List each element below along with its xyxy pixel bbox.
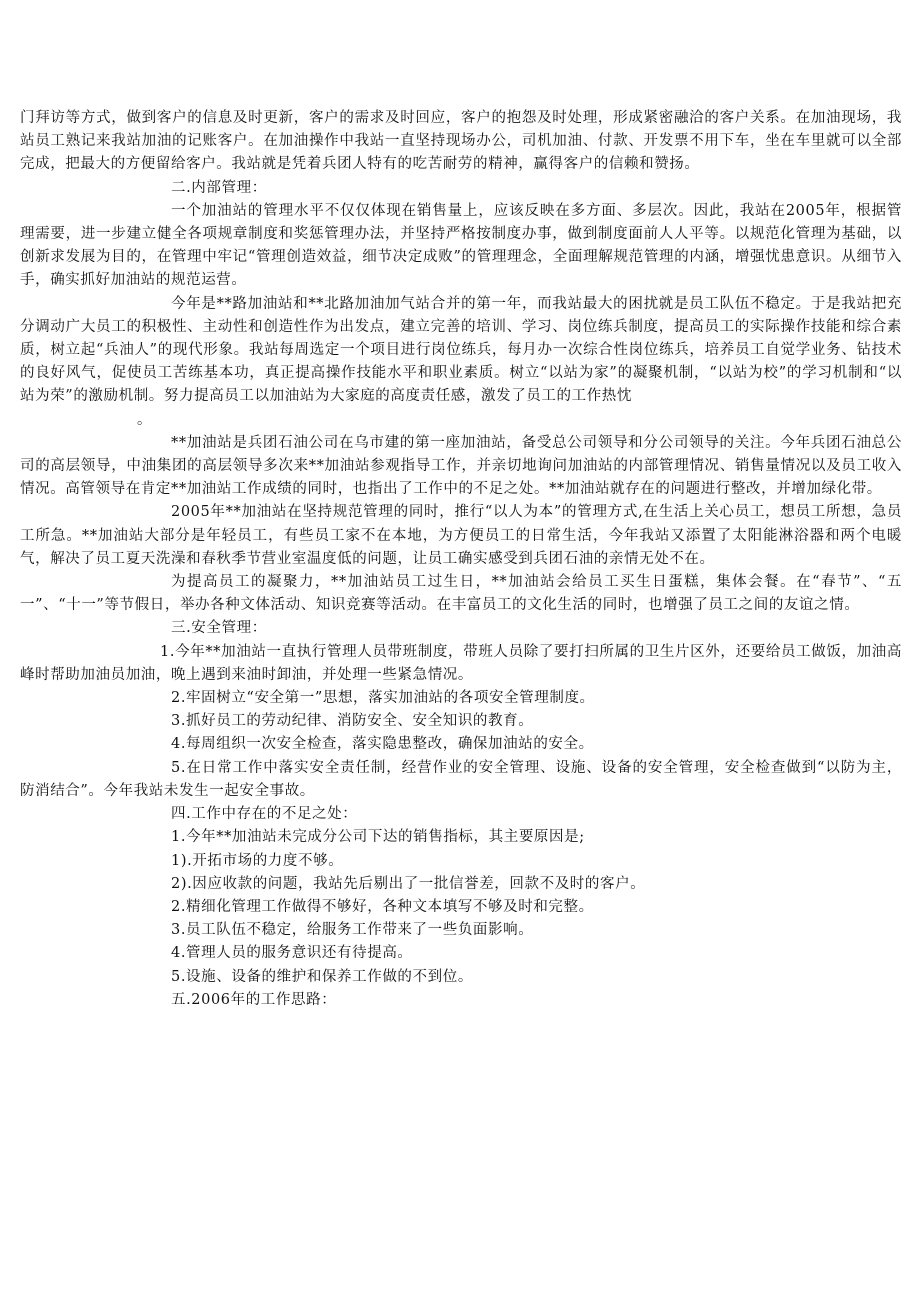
heading-shortcomings: 四.工作中存在的不足之处：	[171, 806, 358, 823]
shortcoming-item-4: 4.管理人员的服务意识还有待提高。	[171, 945, 413, 962]
shortcoming-item-1: 1.今年**加油站未完成分公司下达的销售指标，其主要原因是;	[171, 829, 585, 846]
paragraph-staff-training: 今年是**路加油站和**北路加油加气站合并的第一年，而我站最大的困扰就是员工队伍不稳定。于是我站把充分调动广大员工的积极性、主动性和创造性作为出发点，建立完善的培训、学习、岗位练兵制度，提高员工的实际操作技能和综合素质，树立起“兵油人”的现代形象。我站每周选定一个项目进行岗位练兵，每月办一次综合性岗位练兵，培养员工自觉学业务、钻技术的良好风气，促使员工苦练基本功，真正提高操作技能水平和职业素质。树立“以站为家”的凝聚机制，“以站为校”的学习机制和“以站为荣”的激励机制。努力提高员工以加油站为大家庭的高度责任感，激发了员工的工作热忱	[20, 295, 902, 405]
safety-item-3: 3.抓好员工的劳动纪律、消防安全、安全知识的教育。	[171, 713, 534, 730]
safety-item-4: 4.每周组织一次安全检查，落实隐患整改，确保加油站的安全。	[171, 736, 594, 753]
paragraph-stray-period: 。	[137, 411, 153, 428]
shortcoming-item-5: 5.设施、设备的维护和保养工作做的不到位。	[171, 968, 473, 985]
heading-safety-management: 三.安全管理：	[171, 620, 267, 637]
paragraph-cohesion: 为提高员工的凝聚力，**加油站员工过生日，**加油站会给员工买生日蛋糕，集体会餐。在“春节”、“五一”、“十一”等节假日，举办各种文体活动、知识竞赛等活动。在丰富员工的文化生活的同时，也增强了员工之间的友谊之情。	[20, 574, 902, 614]
shortcoming-item-1b: 2).因应收款的问题，我站先后剔出了一批信誉差，回款不及时的客户。	[171, 875, 646, 892]
heading-internal-management: 二.内部管理：	[171, 179, 267, 196]
paragraph-management-level: 一个加油站的管理水平不仅仅体现在销售量上，应该反映在多方面、多层次。因此，我站在2005年，根据管理需要，进一步建立健全各项规章制度和奖惩管理办法，并坚持严格按制度办事，做到制度面前人人平等。以规范化管理为基础，以创新求发展为目的，在管理中牢记“管理创造效益，细节决定成败”的管理理念，全面理解规范管理的内涵，增强忧患意识。从细节入手，确实抓好加油站的规范运营。	[20, 202, 902, 289]
paragraph-customer-service: 门拜访等方式，做到客户的信息及时更新，客户的需求及时回应，客户的抱怨及时处理，形成紧密融洽的客户关系。在加油现场，我站员工熟记来我站加油的记账客户。在加油操作中我站一直坚持现场办公，司机加油、付款、开发票不用下车，坐在车里就可以全部完成，把最大的方便留给客户。我站就是凭着兵团人特有的吃苦耐劳的精神，赢得客户的信赖和赞扬。	[20, 110, 902, 173]
document-body	[20, 107, 902, 1012]
paragraph-people-oriented: 2005年**加油站在坚持规范管理的同时，推行“以人为本”的管理方式,在生活上关心员工，想员工所想，急员工所急。**加油站大部分是年轻员工，有些员工家不在本地，为方便员工的日常生活，今年我站又添置了太阳能淋浴器和两个电暖气，解决了员工夏天洗澡和春秋季节营业室温度低的问题，让员工确实感受到兵团石油的亲情无处不在。	[20, 504, 902, 567]
safety-item-2: 2.牢固树立“安全第一”思想，落实加油站的各项安全管理制度。	[171, 690, 595, 707]
shortcoming-item-2: 2.精细化管理工作做得不够好，各种文本填写不够及时和完整。	[171, 898, 594, 915]
safety-item-5: 5.在日常工作中落实安全责任制，经营作业的安全管理、设施、设备的安全管理，安全检查做到“以防为主，防消结合”。今年我站未发生一起安全事故。	[20, 759, 902, 799]
shortcoming-item-1a: 1).开拓市场的力度不够。	[171, 852, 344, 869]
paragraph-leadership-visits: **加油站是兵团石油公司在乌市建的第一座加油站，备受总公司领导和分公司领导的关注。今年兵团石油总公司的高层领导，中油集团的高层领导多次来**加油站参观指导工作，并亲切地询问加油站的内部管理情况、销售量情况以及员工收入情况。高管领导在肯定**加油站工作成绩的同时，也指出了工作中的不足之处。**加油站就存在的问题进行整改，并增加绿化带。	[20, 434, 902, 498]
shortcoming-item-3: 3.员工队伍不稳定，给服务工作带来了一些负面影响。	[171, 922, 534, 939]
heading-2006-plan: 五.2006年的工作思路：	[171, 991, 337, 1008]
safety-item-1: 1.今年**加油站一直执行管理人员带班制度，带班人员除了要打扫所属的卫生片区外，还要给员工做饭，加油高峰时帮助加油员加油，晚上遇到来油时卸油，并处理一些紧急情况。	[20, 643, 902, 683]
